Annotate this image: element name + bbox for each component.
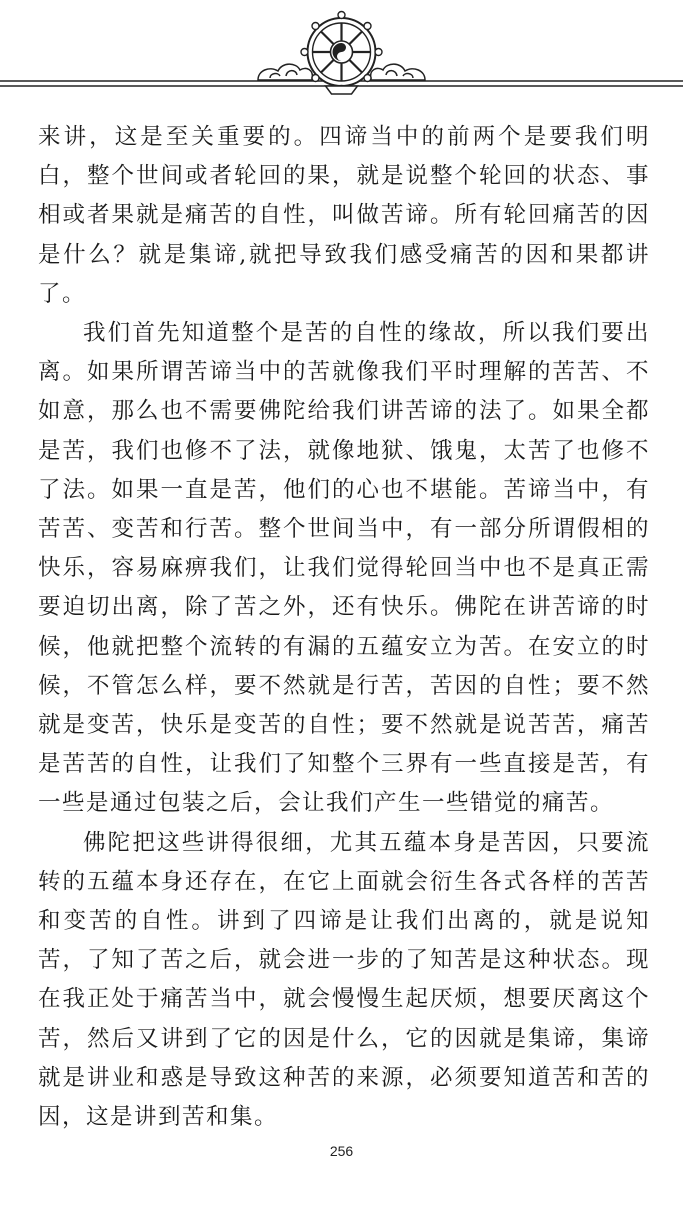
left-cloud-scroll-icon (258, 64, 312, 80)
header-decoration (0, 0, 683, 110)
body-paragraph-3: 佛陀把这些讲得很细，尤其五蕴本身是苦因，只要流转的五蕴本身还存在，在它上面就会衍生各式各样的苦苦和变苦的自性。讲到了四谛是让我们出离的，就是说知苦，了知了苦之后，就会进一步的了知苦是这种状态。现在我正处于痛苦当中，就会慢慢生起厌烦，想要厌离这个苦，然后又讲到了它的因是什么，它的因就是集谛，集谛就是讲业和惑是导致这种苦的来源，必须要知道苦和苦的因，这是讲到苦和集。 (38, 829, 650, 1131)
body-paragraph-2: 我们首先知道整个是苦的自性的缘故，所以我们要出离。如果所谓苦谛当中的苦就像我们平时理解的苦苦、不如意，那么也不需要佛陀给我们讲苦谛的法了。如果全都是苦，我们也修不了法，就像地狱、饿鬼，太苦了也修不了法。如果一直是苦，他们的心也不堪能。苦谛当中，有苦苦、变苦和行苦。整个世间当中，有一部分所谓假相的快乐，容易麻痹我们，让我们觉得轮回当中也不是真正需要迫切出离，除了苦之外，还有快乐。佛陀在讲苦谛的时候，他就把整个流转的有漏的五蕴安立为苦。在安立的时候，不管怎么样，要不然就是行苦，苦因的自性；要不然就是变苦，快乐是变苦的自性；要不然就是说苦苦，痛苦是苦苦的自性，让我们了知整个三界有一些直接是苦，有一些是通过包装之后，会让我们产生一些错觉的痛苦。 (38, 320, 650, 817)
page-body (38, 118, 650, 1137)
page-number: 256 (329, 1143, 354, 1159)
right-cloud-scroll-icon (371, 64, 425, 80)
page-header-ornament (0, 0, 683, 110)
body-paragraph-1: 来讲，这是至关重要的。四谛当中的前两个是要我们明白，整个世间或者轮回的果，就是说整个轮回的状态、事相或者果就是痛苦的自性，叫做苦谛。所有轮回痛苦的因是什么？就是集谛,就把导致我们感受痛苦的因和果都讲了。 (38, 124, 650, 307)
